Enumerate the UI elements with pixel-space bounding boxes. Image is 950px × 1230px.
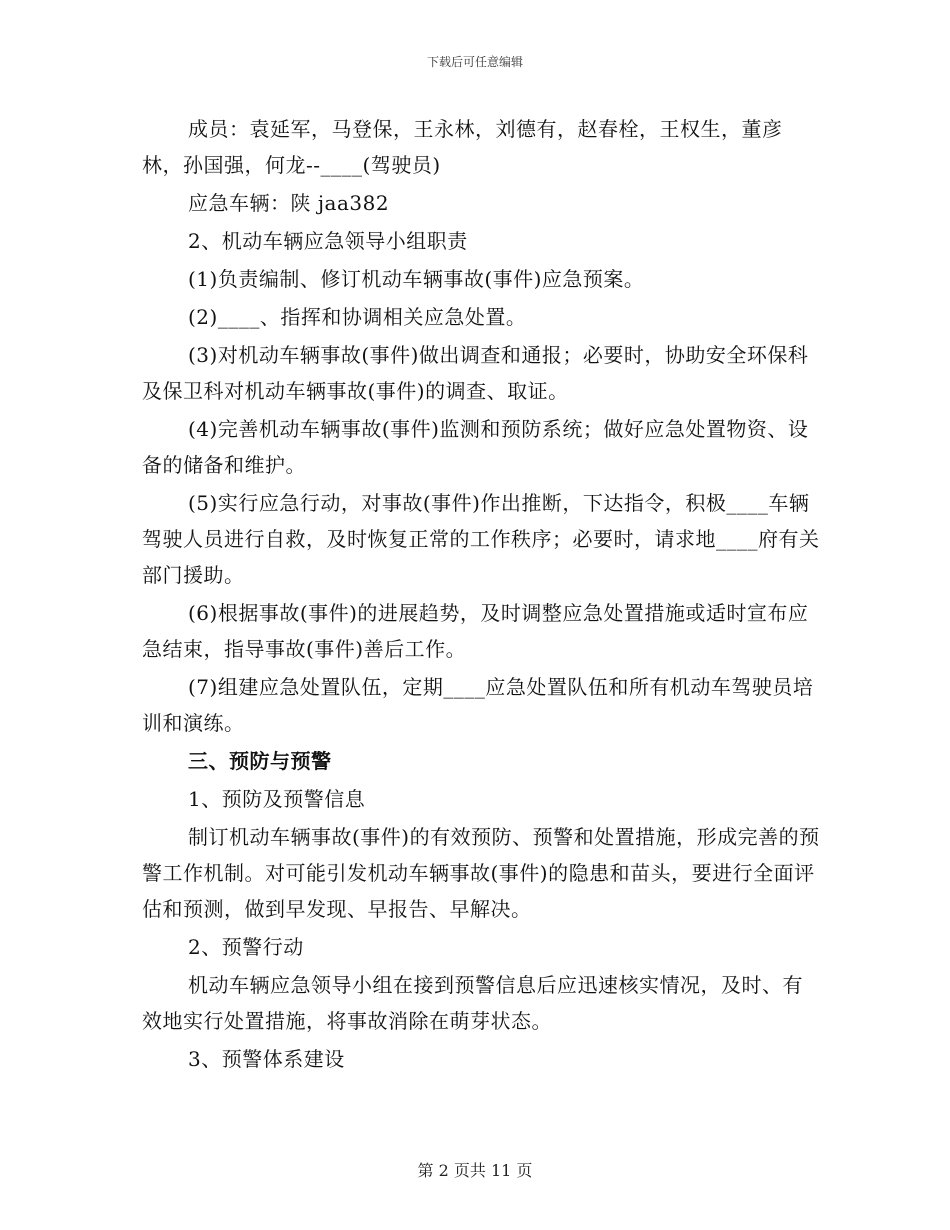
duty-item-7: (7)组建应急处置队伍，定期____应急处置队伍和所有机动车驾驶员培训和演练。 <box>142 675 814 735</box>
paragraph-prevention-info: 制订机动车辆事故(事件)的有效预防、预警和处置措施，形成完善的预警工作机制。对可能引发机动车辆事故(事件)的隐患和苗头，要进行全面评估和预测，做到早发现、早报告、早解决。 <box>142 825 820 921</box>
page-header: 下载后可任意编辑 <box>426 55 523 69</box>
paragraph-members: 成员：袁延军，马登保，王永林，刘德有，赵春栓，王权生，董彦林，孙国强，何龙--____(驾驶员) <box>142 117 783 177</box>
heading-duties: 2、机动车辆应急领导小组职责 <box>188 229 468 253</box>
duty-item-2: (2)____、指挥和协调相关应急处置。 <box>188 305 527 329</box>
duty-item-6: (6)根据事故(事件)的进展趋势，及时调整应急处置措施或适时宣布应急结束，指导事故(事件)善后工作。 <box>142 601 809 661</box>
duty-item-1: (1)负责编制、修订机动车辆事故(事件)应急预案。 <box>188 267 645 291</box>
duty-item-3: (3)对机动车辆事故(事件)做出调查和通报；必要时，协助安全环保科及保卫科对机动车辆事故(事件)的调查、取证。 <box>142 343 809 403</box>
document-body <box>142 111 822 1077</box>
subheading-warning-action: 2、预警行动 <box>188 935 304 959</box>
paragraph-vehicle: 应急车辆：陕 jaa382 <box>188 191 390 215</box>
paragraph-warning-action: 机动车辆应急领导小组在接到预警信息后应迅速核实情况，及时、有效地实行处置措施，将事故消除在萌芽状态。 <box>142 973 803 1033</box>
duty-item-4: (4)完善机动车辆事故(事件)监测和预防系统；做好应急处置物资、设备的储备和维护。 <box>142 417 809 477</box>
subheading-prevention-info: 1、预防及预警信息 <box>188 787 366 811</box>
subheading-warning-system: 3、预警体系建设 <box>188 1047 345 1071</box>
page-footer: 第 2 页共 11 页 <box>417 1161 533 1180</box>
duty-item-5: (5)实行应急行动，对事故(事件)作出推断，下达指令，积极____车辆驾驶人员进行自救，及时恢复正常的工作秩序；必要时，请求地____府有关部门援助。 <box>142 491 820 587</box>
section-heading-prevention: 三、预防与预警 <box>188 749 332 773</box>
